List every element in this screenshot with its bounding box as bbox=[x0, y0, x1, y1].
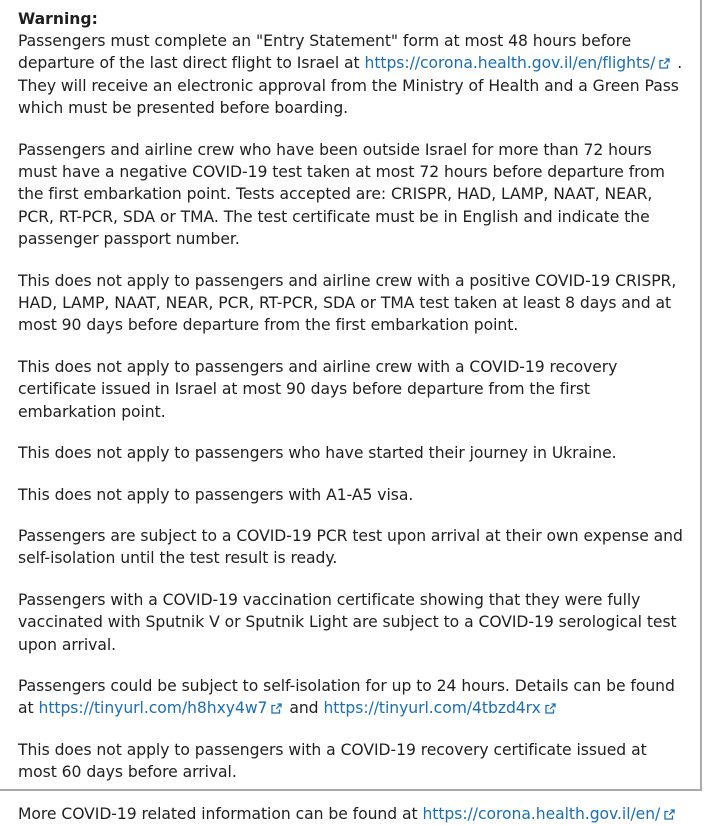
warning-heading: Warning: bbox=[18, 10, 98, 28]
more-info-text: More COVID-19 related information can be found at bbox=[18, 804, 423, 823]
covid-test-paragraph: Passengers and airline crew who have been outside Israel for more than 72 hours must have a negative COVID-19 test taken at most 72 hours before departure from the first embarkation point. Tests accepted are: CRISPR, HAD, LAMP, NAAT, NEAR, PCR, RT-PCR, SDA or TMA. The test certificate must be in English and indicate the passenger passport number. bbox=[18, 140, 665, 249]
entry-statement-text: Passengers must complete an "Entry Statement" form at most 48 hours before departure of the last direct flight to Israel at bbox=[18, 32, 632, 73]
self-isolation-text: Passengers could be subject to self-isolation for up to 24 hours. Details can be found at bbox=[18, 676, 675, 718]
self-isolation-paragraph bbox=[18, 675, 686, 720]
visa-exemption-paragraph: This does not apply to passengers with A1-A5 visa. bbox=[18, 485, 414, 504]
sputnik-paragraph: Passengers with a COVID-19 vaccination certificate showing that they were fully vaccinated with Sputnik V or Sputnik Light are subject to a COVID-19 serological test upon arrival. bbox=[18, 590, 677, 654]
ukraine-exemption-paragraph: This does not apply to passengers who have started their journey in Ukraine. bbox=[18, 444, 617, 463]
self-isolation-conjunction: and bbox=[284, 699, 324, 718]
external-link-icon bbox=[664, 809, 675, 820]
entry-statement-text-end: . They will receive an electronic approval from the Ministry of Health and a Green Pass which must be presented before boarding. bbox=[18, 54, 683, 118]
positive-test-exemption-paragraph: This does not apply to passengers and airline crew with a positive COVID-19 CRISPR, HAD, LAMP, NAAT, NEAR, PCR, RT-PCR, SDA or TMA test taken at least 8 days and at most 90 days before departure from the first embarkation point. bbox=[18, 271, 677, 335]
external-link-icon bbox=[545, 703, 556, 714]
tinyurl-link-1[interactable]: https://tinyurl.com/h8hxy4w7 bbox=[38, 699, 268, 718]
flights-form-link[interactable]: https://corona.health.gov.il/en/flights/ bbox=[364, 54, 656, 73]
external-link-icon bbox=[271, 703, 282, 714]
entry-statement-paragraph bbox=[18, 30, 686, 120]
tinyurl-link-2[interactable]: https://tinyurl.com/4tbzd4rx bbox=[323, 699, 541, 718]
more-info-paragraph bbox=[18, 803, 686, 825]
recovery-certificate-paragraph: This does not apply to passengers with a COVID-19 recovery certificate issued at most 60 days before arrival. bbox=[18, 740, 647, 782]
arrival-pcr-paragraph: Passengers are subject to a COVID-19 PCR test upon arrival at their own expense and self-isolation until the test result is ready. bbox=[18, 526, 683, 568]
corona-info-link[interactable]: https://corona.health.gov.il/en/ bbox=[422, 804, 661, 823]
external-link-icon bbox=[659, 58, 670, 69]
recovery-certificate-israel-paragraph: This does not apply to passengers and airline crew with a COVID-19 recovery certificate issued in Israel at most 90 days before departure from the first embarkation point. bbox=[18, 357, 618, 421]
